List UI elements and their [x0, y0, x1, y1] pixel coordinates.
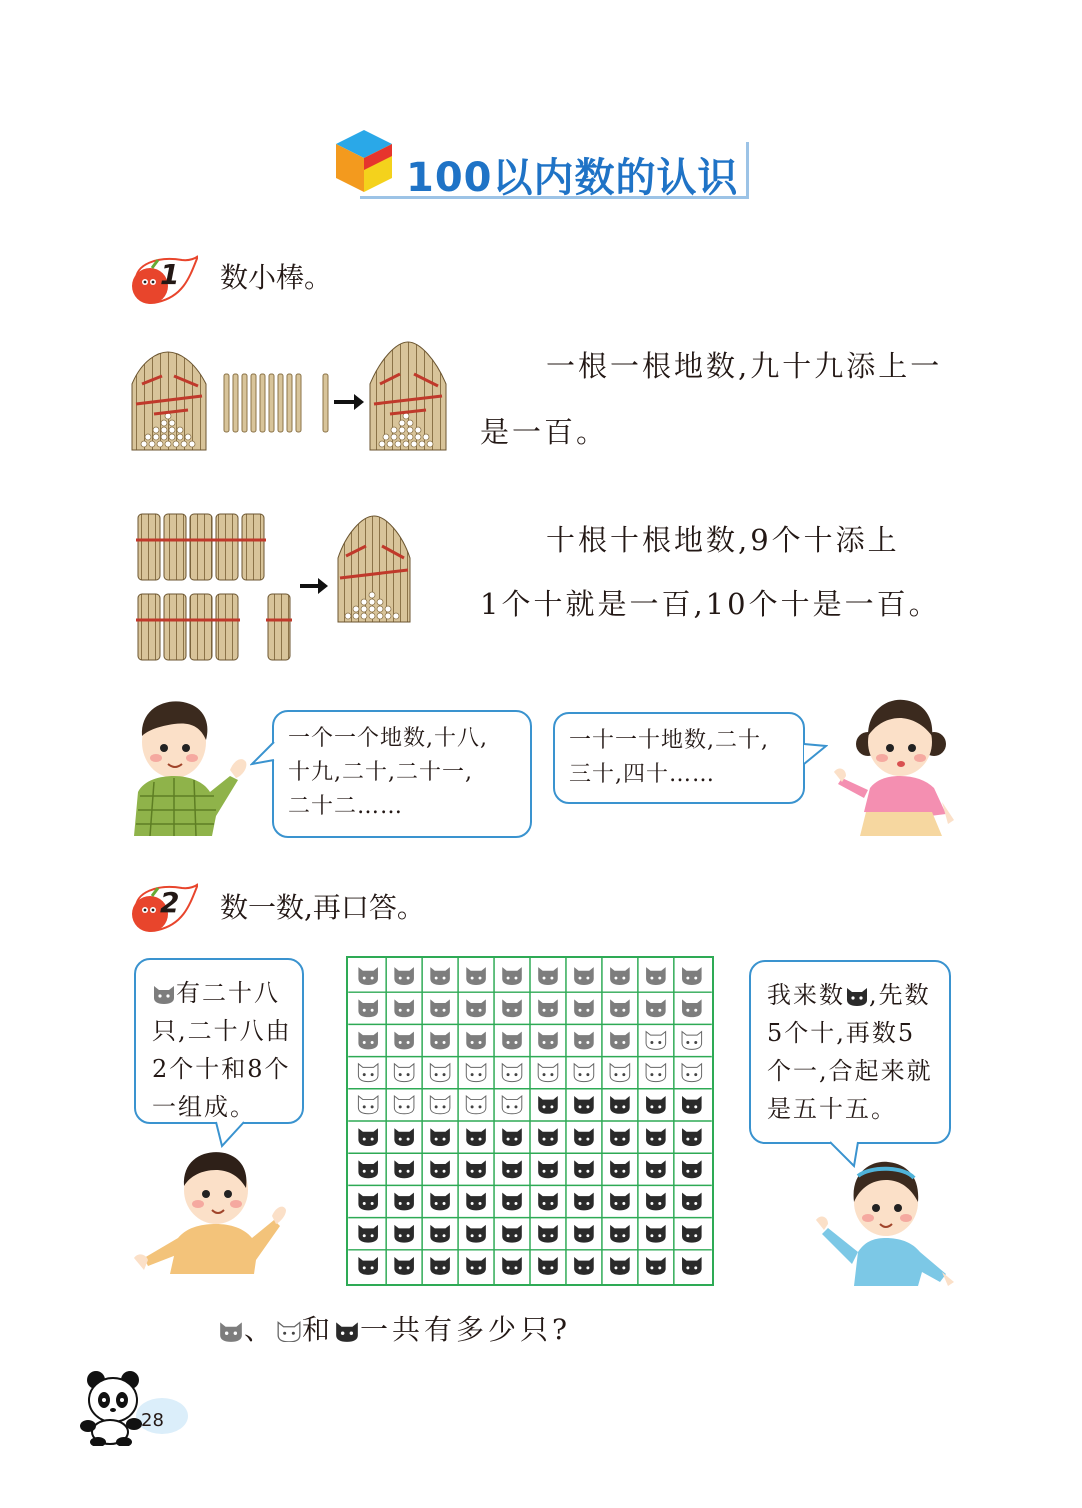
speech-bubble-left — [134, 958, 304, 1124]
boy-illustration — [130, 696, 250, 838]
gray-cat-icon — [574, 999, 594, 1017]
gray-cat-icon — [394, 999, 414, 1017]
gray-cat-icon — [152, 982, 176, 1004]
black-cat-icon — [334, 1318, 360, 1342]
white-cat-icon — [358, 1096, 378, 1114]
black-cat-icon — [394, 1257, 414, 1275]
black-cat-icon — [466, 1257, 486, 1275]
black-cat-icon — [682, 1193, 702, 1211]
paragraph-line: 是一百。 — [480, 415, 609, 449]
black-cat-icon — [646, 1160, 666, 1178]
gray-cat-icon — [646, 999, 666, 1017]
gray-cat-icon — [610, 1032, 630, 1050]
bubble-tail — [250, 740, 276, 770]
black-cat-icon — [466, 1128, 486, 1146]
gray-cat-icon — [610, 999, 630, 1017]
bubble-tail — [214, 1120, 246, 1148]
black-cat-icon — [538, 1193, 558, 1211]
bubble-line: 5个十,再数5 — [767, 1019, 916, 1047]
section-title: 数小棒。 — [220, 261, 333, 294]
white-cat-icon — [394, 1064, 414, 1082]
black-cat-icon — [358, 1160, 378, 1178]
gray-cat-icon — [538, 967, 558, 985]
black-cat-icon — [466, 1225, 486, 1243]
gray-cat-icon — [430, 967, 450, 985]
black-cat-icon — [610, 1257, 630, 1275]
gray-cat-icon — [466, 1032, 486, 1050]
black-cat-icon — [610, 1128, 630, 1146]
question-line: 、 和 一共有多少只? — [218, 1308, 571, 1348]
white-cat-icon — [538, 1064, 558, 1082]
white-cat-icon — [502, 1096, 522, 1114]
black-cat-icon — [646, 1225, 666, 1243]
black-cat-icon — [430, 1128, 450, 1146]
white-cat-icon — [358, 1064, 378, 1082]
gray-cat-icon — [430, 999, 450, 1017]
sticks-illustration-1 — [128, 340, 458, 455]
bubble-line: 一个一个地数,十八, — [288, 726, 488, 751]
black-cat-icon — [610, 1160, 630, 1178]
black-cat-icon — [358, 1257, 378, 1275]
black-cat-icon — [466, 1160, 486, 1178]
white-cat-icon — [646, 1064, 666, 1082]
gray-cat-icon — [682, 967, 702, 985]
gray-cat-icon — [430, 1032, 450, 1050]
black-cat-icon — [538, 1225, 558, 1243]
paragraph-line: 十根十根地数,9个十添上 — [546, 523, 900, 557]
black-cat-icon — [646, 1257, 666, 1275]
gray-cat-icon — [538, 999, 558, 1017]
gray-cat-icon — [574, 967, 594, 985]
black-cat-icon — [610, 1225, 630, 1243]
black-cat-icon — [394, 1160, 414, 1178]
boy-illustration — [130, 1146, 286, 1278]
gray-cat-icon — [394, 967, 414, 985]
girl-illustration — [830, 692, 960, 842]
gray-cat-icon — [358, 967, 378, 985]
black-cat-icon — [466, 1193, 486, 1211]
gray-cat-icon — [394, 1032, 414, 1050]
black-cat-icon — [574, 1096, 594, 1114]
girl-illustration — [814, 1156, 956, 1288]
gray-cat-icon — [466, 967, 486, 985]
black-cat-icon — [430, 1193, 450, 1211]
black-cat-icon — [682, 1257, 702, 1275]
sticks-illustration-2 — [134, 510, 424, 666]
section-title: 数一数,再口答。 — [220, 891, 425, 924]
black-cat-icon — [358, 1128, 378, 1146]
gray-cat-icon — [358, 1032, 378, 1050]
section-number: 1 — [160, 258, 180, 291]
white-cat-icon — [430, 1096, 450, 1114]
gray-cat-icon — [538, 1032, 558, 1050]
black-cat-icon — [646, 1193, 666, 1211]
gray-cat-icon — [574, 1032, 594, 1050]
paragraph-line: 1个十就是一百,10个十是一百。 — [480, 587, 941, 621]
white-cat-icon — [430, 1064, 450, 1082]
white-cat-icon — [394, 1096, 414, 1114]
bubble-line: 只,二十八由 — [152, 1017, 292, 1045]
black-cat-icon — [394, 1225, 414, 1243]
bubble-tail — [802, 742, 828, 768]
black-cat-icon — [574, 1257, 594, 1275]
black-cat-icon — [430, 1225, 450, 1243]
black-cat-icon — [682, 1160, 702, 1178]
bubble-line: 一组成。 — [152, 1093, 256, 1121]
black-cat-icon — [394, 1193, 414, 1211]
black-cat-icon — [610, 1193, 630, 1211]
gray-cat-icon — [682, 999, 702, 1017]
white-cat-icon — [276, 1318, 302, 1342]
page-title: 100以内数的认识 — [406, 155, 739, 201]
gray-cat-icon — [502, 967, 522, 985]
gray-cat-icon — [646, 967, 666, 985]
white-cat-icon — [574, 1064, 594, 1082]
black-cat-icon — [502, 1193, 522, 1211]
black-cat-icon — [358, 1193, 378, 1211]
black-cat-icon — [538, 1160, 558, 1178]
white-cat-icon — [502, 1064, 522, 1082]
black-cat-icon — [682, 1096, 702, 1114]
black-cat-icon — [574, 1160, 594, 1178]
black-cat-icon — [574, 1225, 594, 1243]
black-cat-icon — [538, 1128, 558, 1146]
bubble-line: 2个十和8个 — [152, 1055, 291, 1083]
white-cat-icon — [610, 1064, 630, 1082]
gray-cat-icon — [358, 999, 378, 1017]
black-cat-icon — [574, 1128, 594, 1146]
black-cat-icon — [538, 1096, 558, 1114]
bubble-line: 我来数 ,先数 — [767, 981, 931, 1009]
black-cat-icon — [430, 1257, 450, 1275]
page-number: 28 — [141, 1410, 164, 1431]
black-cat-icon — [358, 1225, 378, 1243]
bubble-line: 是五十五。 — [767, 1095, 897, 1123]
gray-cat-icon — [610, 967, 630, 985]
gray-cat-icon — [502, 1032, 522, 1050]
black-cat-icon — [538, 1257, 558, 1275]
gray-cat-icon — [502, 999, 522, 1017]
black-cat-icon — [502, 1128, 522, 1146]
black-cat-icon — [430, 1160, 450, 1178]
speech-bubble-right — [749, 960, 951, 1144]
white-cat-icon — [466, 1096, 486, 1114]
black-cat-icon — [574, 1193, 594, 1211]
bubble-line: 二十二…… — [288, 794, 404, 819]
black-cat-icon — [502, 1160, 522, 1178]
white-cat-icon — [682, 1032, 702, 1050]
white-cat-icon — [682, 1064, 702, 1082]
black-cat-icon — [845, 984, 869, 1006]
panda-icon — [78, 1370, 190, 1446]
gray-cat-icon — [218, 1318, 244, 1342]
speech-bubble-boy — [272, 710, 532, 838]
black-cat-icon — [646, 1128, 666, 1146]
black-cat-icon — [610, 1096, 630, 1114]
white-cat-icon — [466, 1064, 486, 1082]
black-cat-icon — [646, 1096, 666, 1114]
cat-grid — [346, 956, 714, 1286]
black-cat-icon — [502, 1225, 522, 1243]
black-cat-icon — [682, 1225, 702, 1243]
bubble-line: 十九,二十,二十一, — [288, 760, 473, 785]
white-cat-icon — [646, 1032, 666, 1050]
gray-cat-icon — [466, 999, 486, 1017]
bubble-line: 一十一十地数,二十, — [569, 728, 769, 753]
black-cat-icon — [394, 1128, 414, 1146]
black-cat-icon — [502, 1257, 522, 1275]
bubble-line: 三十,四十…… — [569, 762, 715, 787]
black-cat-icon — [682, 1128, 702, 1146]
speech-bubble-girl — [553, 712, 805, 804]
bubble-line: 个一,合起来就 — [767, 1057, 933, 1085]
section-number: 2 — [160, 886, 180, 919]
paragraph-line: 一根一根地数,九十九添上一 — [546, 349, 943, 383]
bubble-line: 有二十八 — [152, 974, 286, 1012]
